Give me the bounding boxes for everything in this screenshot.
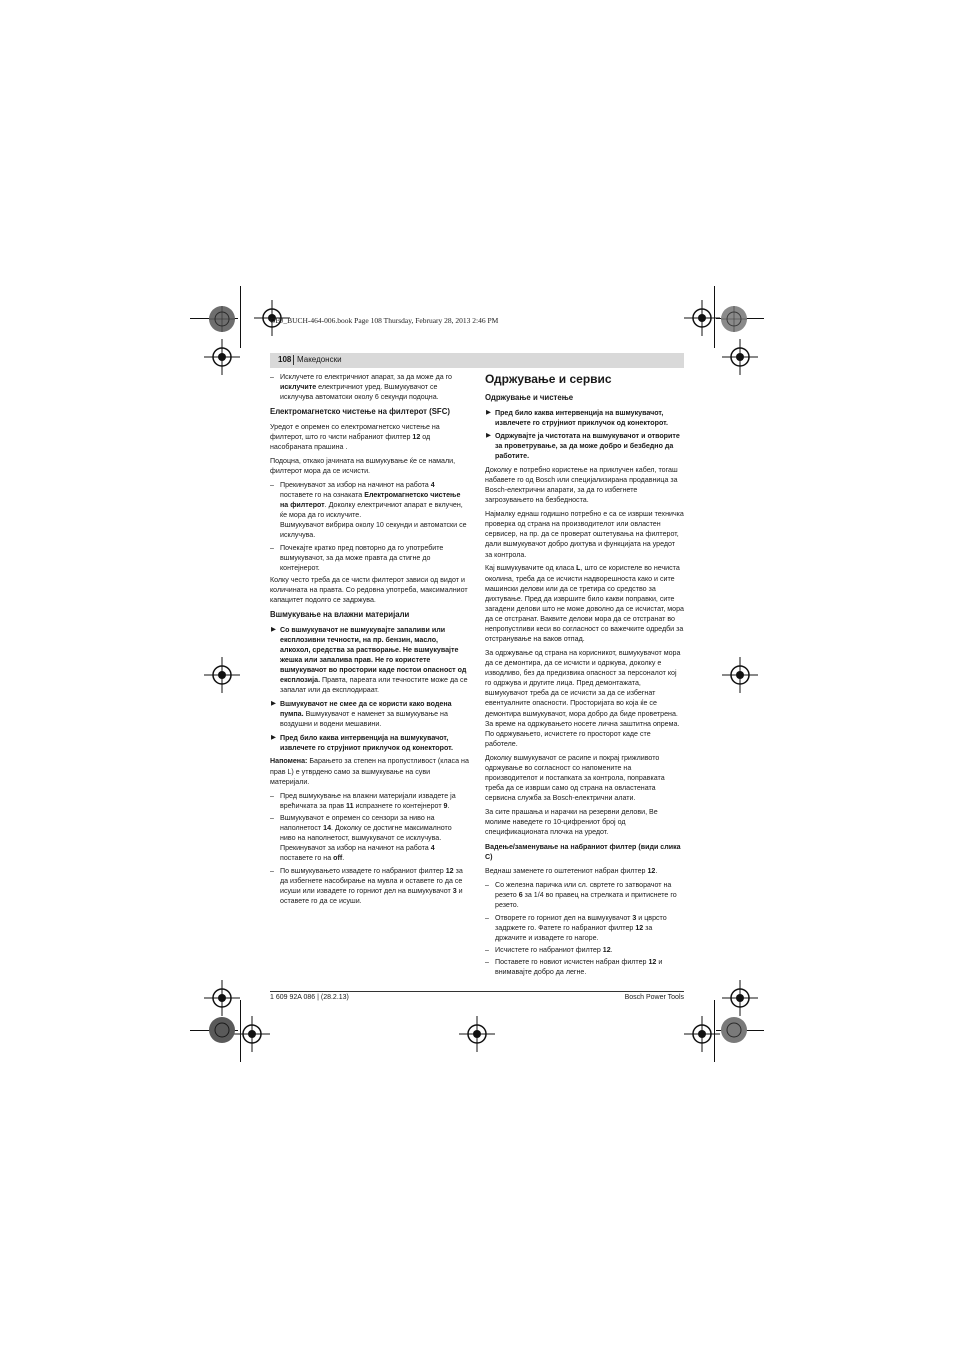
paragraph: Колку често треба да се чисти филтерот зависи од видот и количината на правта. Со редовна употреба, максималниот капацитет подолго се задржува. bbox=[270, 576, 468, 605]
paragraph: За сите прашања и нарачки на резервни делови, Ве молиме наведете го 10-цифрениот број од спецификационата плочка на уредот. bbox=[485, 807, 658, 837]
header-language: Македонски bbox=[297, 355, 342, 364]
file-info: OBJ_BUCH-464-006.book Page 108 Thursday, February 28, 2013 2:46 PM bbox=[270, 316, 499, 325]
right-column bbox=[485, 372, 684, 980]
paragraph: Доколку е потребно користење на приклучен кабел, тогаш набавете го од Bosch или специјализирана продавница за Bosch-електрични апарати, за да го избегнете загрозувањето на безбедноста. bbox=[485, 465, 678, 505]
list-item: – Исклучете го електричниот апарат, за да може да го исклучите електричниот уред. Вшмукувачот се исклучува автоматски околу 6 секунди подоцна. bbox=[270, 373, 453, 402]
footer-doc-number: 1 609 92A 086 | (28.2.13) bbox=[270, 994, 349, 1001]
page-title: Одржување и сервис bbox=[485, 372, 612, 386]
note-paragraph: Напомена: Барањето за степен на пропустливост (класа на прав L) е утврдено само за вшмукување на суви материјали. bbox=[270, 757, 469, 786]
registration-mark-icon bbox=[204, 339, 240, 375]
list-item: – По вшмукувањето извадете го набраниот филтер 12 за да избегнете насобирање на мувла и оставете го да се исуши или извадете го горниот дел на вшмукувачот 3 и оставете го да се исуши. bbox=[270, 866, 463, 905]
list-item: – Прекинувачот за избор на начинот на работа 4 поставете го на ознаката Електромагнетско чистење на филтерот. Доколку електричниот апарат е вклучен, ќе мора да го исклучите. Вшмукувачот вибрира околу 10 секунди и автоматски се исклучува. bbox=[270, 480, 467, 540]
warning-item: ▶ Одржувајте ја чистотата на вшмукувачот и отворите за проветрување, за да може добро и безбедно да работите. bbox=[486, 432, 680, 461]
footer-divider bbox=[270, 991, 684, 992]
registration-mark-icon bbox=[459, 1016, 495, 1052]
arrow-bullet-icon: ▶ bbox=[486, 408, 491, 416]
registration-mark-icon bbox=[722, 339, 758, 375]
warning-item: ▶ Пред било каква интервенција на вшмукувачот, извлечете го струјниот приклучок од конекторот. bbox=[486, 408, 668, 427]
registration-mark-icon bbox=[722, 980, 758, 1016]
warning-item: ▶ Вшмукувачот не смее да се користи како водена пумпа. Вшмукувачот е наменет за вшмукување на воздушни и водени мешавини. bbox=[271, 700, 452, 729]
header-divider bbox=[293, 355, 294, 365]
registration-mark-icon bbox=[722, 657, 758, 693]
color-target-icon bbox=[720, 1016, 748, 1044]
section-heading: Електромагнетско чистење на филтерот (SFC) bbox=[270, 407, 450, 417]
list-item: – Почекајте кратко пред повторно да го употребите вшмукувачот, за да може правта да стигне до контејнерот. bbox=[270, 543, 444, 572]
warning-item: ▶ Со вшмукувачот не вшмукувајте запаливи или експлозивни течности, на пр. бензин, масло, алкохол, средства за растворање. Не вшмукувајте жешка или запалива прав. Не го користете вшмукувачот во простории каде постои опасност од експлозија. Правта, пареата или течностите може да се запалат или да експлодираат. bbox=[271, 625, 468, 695]
list-item: – Со железна паричка или сл. свртете го затворачот на резето 6 за 1/4 во правец на стрелката и притиснете го резето. bbox=[485, 881, 677, 910]
arrow-bullet-icon: ▶ bbox=[271, 733, 276, 741]
page-number: 108 bbox=[278, 355, 292, 364]
paragraph: Уредот е опремен со електромагнетско чистење на филтерот, што го чисти набраниот филтер 12 од насобраната прашина . bbox=[270, 422, 440, 451]
arrow-bullet-icon: ▶ bbox=[271, 700, 276, 707]
footer-brand: Bosch Power Tools bbox=[624, 994, 684, 1001]
arrow-bullet-icon: ▶ bbox=[271, 625, 276, 633]
warning-item: ▶ Пред било каква интервенција на вшмукувачот, извлечете го струјниот приклучок од конекторот. bbox=[271, 733, 453, 752]
list-item: – Исчистете го набраниот филтер 12. bbox=[485, 946, 613, 955]
left-column bbox=[270, 372, 469, 908]
paragraph: Веднаш заменете го оштетениот набран филтер 12. bbox=[485, 867, 658, 876]
section-heading: Вадење/заменување на набраниот филтер (види слика C) bbox=[485, 843, 681, 862]
arrow-bullet-icon: ▶ bbox=[486, 432, 491, 440]
list-item: – Поставете го новиот исчистен набран филтер 12 и внимавајте добро да легне. bbox=[485, 958, 663, 977]
registration-mark-icon bbox=[684, 300, 720, 336]
list-item: – Отворете го горниот дел на вшмукувачот 3 и цврсто задржете го. Фатете го набраниот филтер 12 за држачите и извадете го нагоре. bbox=[485, 913, 667, 942]
registration-mark-icon bbox=[234, 1016, 270, 1052]
color-target-icon bbox=[720, 305, 748, 333]
paragraph: Кај вшмукувачите од класа L, што се користеле во нечиста околина, треба да се исчисти надворешноста како и сите машински делови или да се третира со средство за дихтување. Пред да извршите било какви поправки, сите загадени делови што не може доволно да се исчистат, мора да се отстранат. Ваквите делови мора да се отстранат во непропустливи кеси во согласност со важечките одредби за отстранување на ваков отпад. bbox=[485, 564, 685, 644]
section-heading: Вшмукување на влажни материјали bbox=[270, 610, 410, 620]
paragraph: Подоцна, откако јачината на вшмукување ќе се намали, филтерот мора да се исчисти. bbox=[270, 456, 456, 475]
page-header bbox=[270, 353, 684, 368]
paragraph: За одржување од страна на корисникот, вшмукувачот мора да се демонтира, да се исчисти и одржува, доколку е изводливо, без да предизвика опасност за персоналот кој го одржува и другите лица. Пред демонтажата, вшмукувачот треба да се исчисти за да се избегнат евентуалните опасности. Просторијата во која ќе се демонтира вшмукувачот, мора добро да биде проветрена. За време на одржувањето носете лична заштитна опрема. По одржувањето, исчистете го просторот каде сте работеле. bbox=[485, 648, 681, 748]
list-item: – Пред вшмукување на влажни материјали извадете ја врећичката за прав 11 испразнете го контејнерот 9. bbox=[270, 791, 456, 810]
color-target-icon bbox=[208, 305, 236, 333]
crop-mark bbox=[240, 286, 241, 348]
list-item: – Вшмукувачот е опремен со сензори за ниво на наполнетост 14. Доколку се достигне максималното ниво на наполнетост, вшмукувачот се исклучува. Прекинувачот за избор на начинот на работа 4 поставете го на off. bbox=[270, 813, 452, 863]
section-heading: Одржување и чистење bbox=[485, 393, 574, 402]
registration-mark-icon bbox=[684, 1016, 720, 1052]
paragraph: Најмалку еднаш годишно потребно е са се изврши техничка проверка од страна на производителот или овластен сервисер, на пр. да се проверат оштетувања на филтерот, дали вшмукувачот добро дихтува и функцијата на уредот за контрола. bbox=[485, 510, 684, 559]
color-target-icon bbox=[208, 1016, 236, 1044]
paragraph: Доколку вшмукувачот се расипе и покрај грижливото одржување во согласност со напомените на производителот и постапката за контрола, поправката треба да се изврши само од страна на овластената сервисна служба за Bosch-електрични алати. bbox=[485, 753, 665, 803]
registration-mark-icon bbox=[204, 657, 240, 693]
registration-mark-icon bbox=[204, 980, 240, 1016]
